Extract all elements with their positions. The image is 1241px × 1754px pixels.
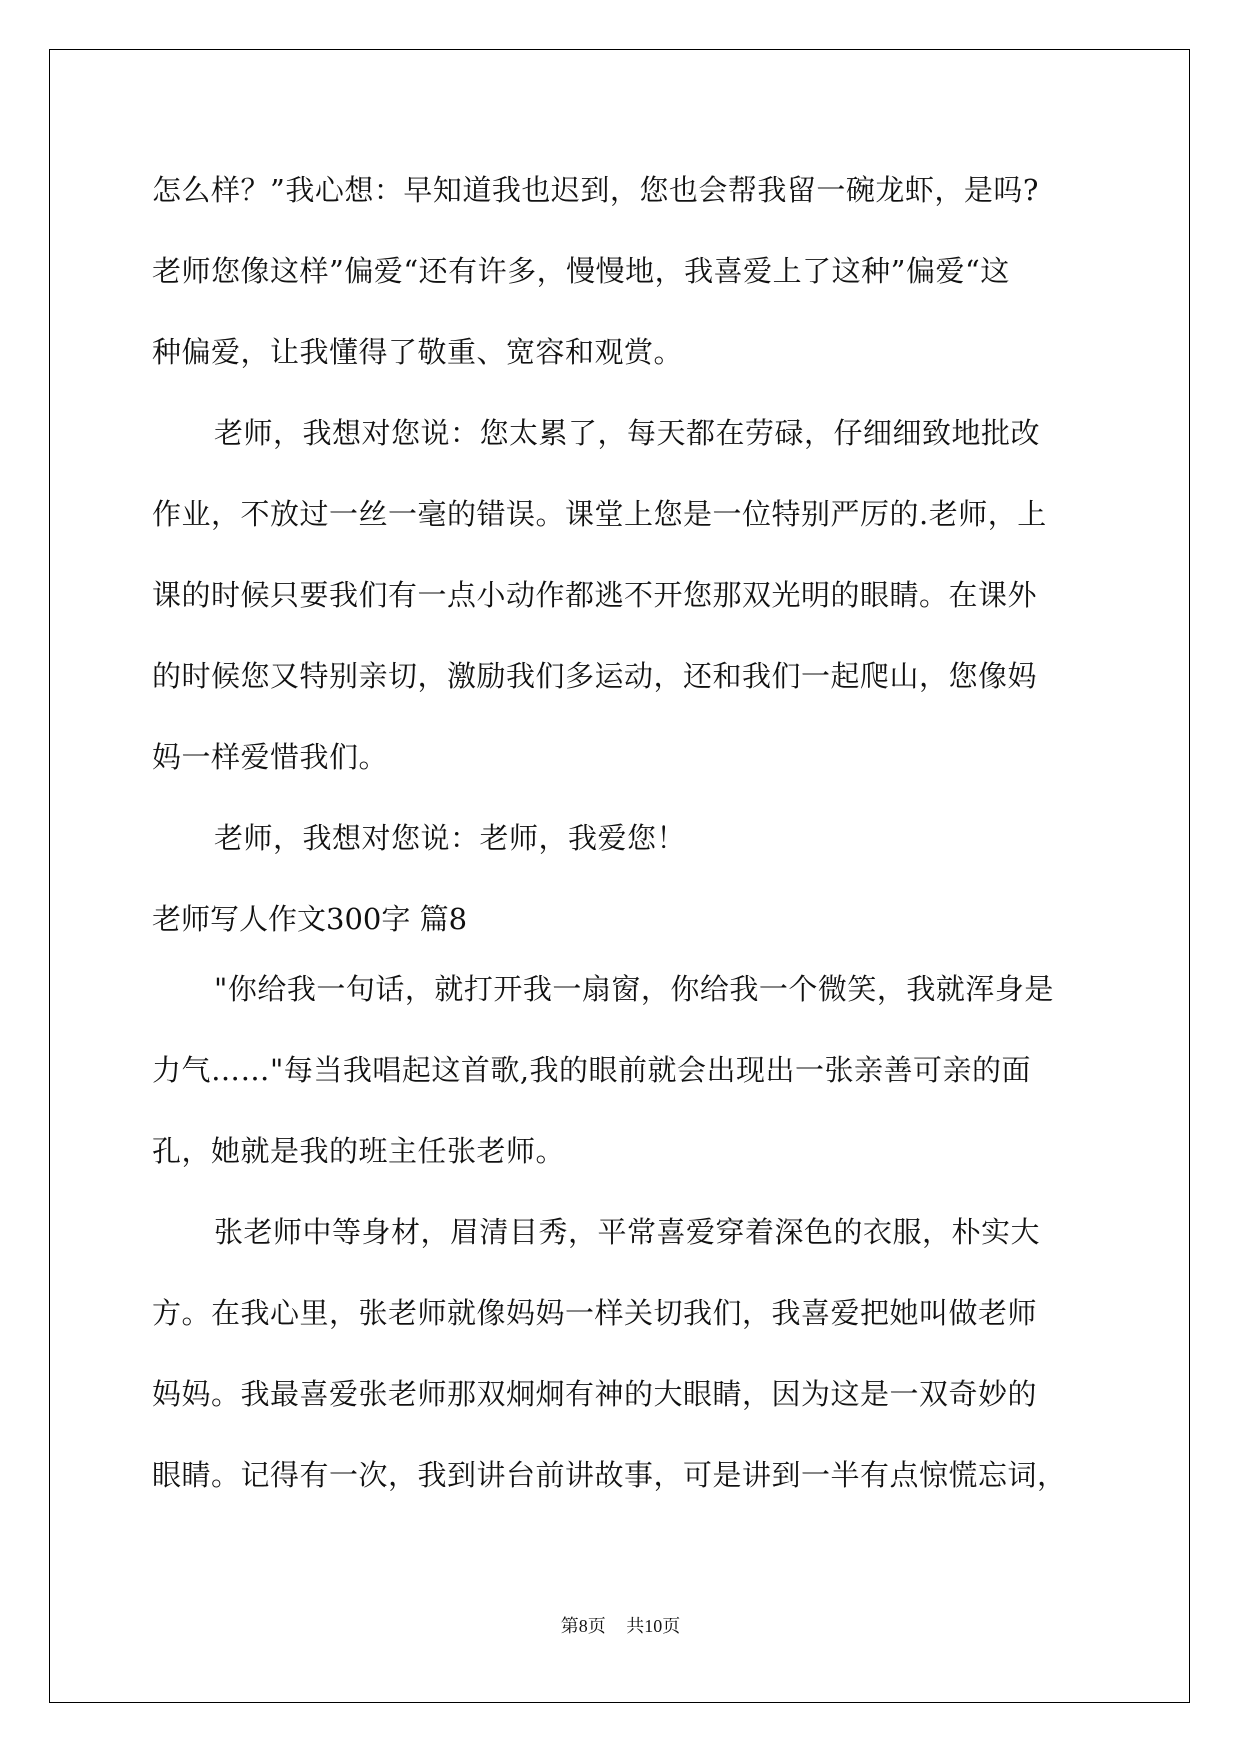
paragraph-start-line: 老师，我想对您说：老师，我爱您！ [214,821,687,855]
text-line: 孔，她就是我的班主任张老师。 [152,1134,566,1168]
text-line: 课的时候只要我们有一点小动作都逃不开您那双光明的眼睛。在课外 [152,578,1038,612]
text-line: 妈妈。我最喜爱张老师那双炯炯有神的大眼睛，因为这是一双奇妙的 [152,1377,1038,1411]
text-line: 力气……"每当我唱起这首歌,我的眼前就会出现出一张亲善可亲的面 [152,1053,1032,1087]
text-line: 老师您像这样”偏爱“还有许多，慢慢地，我喜爱上了这种”偏爱“这 [152,254,1010,288]
paragraph-start-line: "你给我一句话，就打开我一扇窗，你给我一个微笑，我就浑身是 [214,972,1054,1006]
page-footer [0,1612,1241,1638]
text-line: 种偏爱，让我懂得了敬重、宽容和观赏。 [152,335,684,369]
text-line: 作业，不放过一丝一毫的错误。课堂上您是一位特别严厉的.老师，上 [152,497,1047,531]
paragraph-start-line: 老师，我想对您说：您太累了，每天都在劳碌，仔细细致地批改 [214,416,1041,450]
page-number: 第8页 [560,1616,606,1636]
section-heading: 老师写人作文300字 篇8 [152,902,468,936]
paragraph-start-line: 张老师中等身材，眉清目秀，平常喜爱穿着深色的衣服，朴实大 [214,1215,1041,1249]
text-line: 怎么样？”我心想：早知道我也迟到，您也会帮我留一碗龙虾，是吗? [152,173,1039,207]
document-body [152,160,1092,1526]
text-line: 方。在我心里，张老师就像妈妈一样关切我们，我喜爱把她叫做老师 [152,1296,1038,1330]
page-total: 共10页 [626,1616,681,1636]
text-line: 眼睛。记得有一次，我到讲台前讲故事，可是讲到一半有点惊慌忘词， [152,1458,1067,1492]
text-line: 妈一样爱惜我们。 [152,740,389,774]
text-line: 的时候您又特别亲切，激励我们多运动，还和我们一起爬山，您像妈 [152,659,1038,693]
